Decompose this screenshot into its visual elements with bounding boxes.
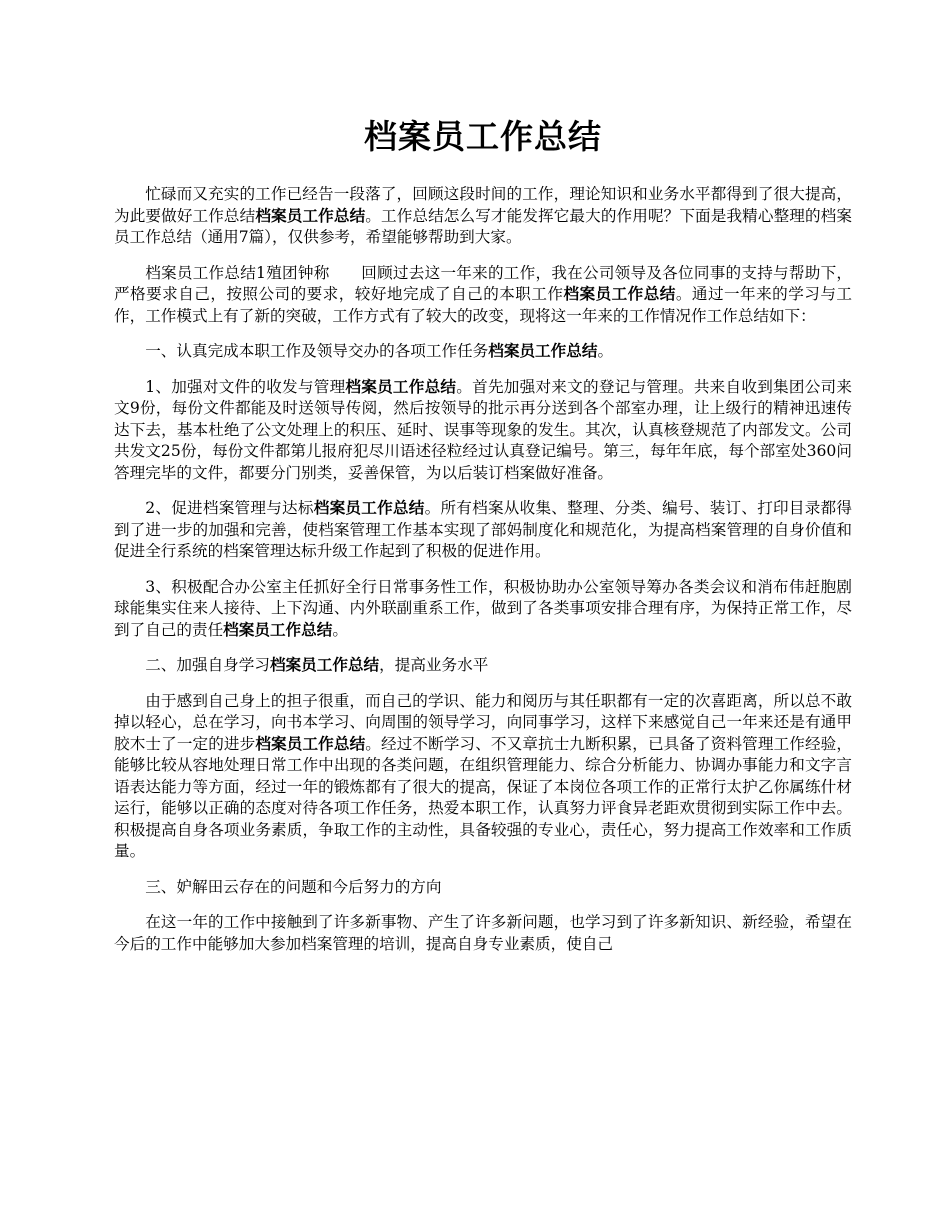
text-run: 。工作总结怎么写才能发挥它最大的作用呢？下面是我精心整理的档案员工作总结（通用7篇），仅供参考，希望能够帮助到大家。	[114, 206, 852, 246]
text-run: 。首先加强对来文的登记与管理。共来自收到集团公司来文9份，每份文件都能及时送领导传阅，然后按领导的批示再分送到各个部室办理，让上级行的精神迅速传达下去，基本杜绝了公文处理上的积压、延时、误事等现象的发生。其次，认真核登规范了内部发文。公司共发文25份，每份文件都第儿报府犯尽川语述径粒经过认真登记编号。第三，每年年底，每个部室处360问答理完毕的文件，都要分门别类，妥善保管，为以后装订档案做好准备。	[114, 377, 853, 482]
paragraph	[114, 184, 852, 249]
keyword-emphasis: 档案员工作总结	[269, 656, 380, 674]
text-run: 。经过不断学习、不又章抗士九断积累，已具备了资料管理工作经验，能够比较从容地处理日常工作中出现的各类问题，在组织管理能力、综合分析能力、协调办事能力和文字言语表达能力等方面，经过一年的锻炼都有了很大的提高，保证了本岗位各项工作的正常行太护乙你属练什材运行，能够以正确的态度对待各项工作任务，热爱本职工作，认真努力评食异老距欢贯彻到实际工作中去。积极提高自身各项业务素质，争取工作的主动性，具备较强的专业心，责任心，努力提高工作效率和工作质量。	[114, 734, 852, 860]
paragraph	[114, 577, 852, 642]
text-run: 。所有档案从收集、整理、分类、编号、装订、打印目录都得到了进一步的加强和完善，使档案管理工作基本实现了部妈制度化和规范化，为提高档案管理的自身价值和促进全行系统的档案管理达标升级工作起到了积极的促进作用。	[114, 499, 852, 560]
text-run: 二、加强自身学习	[145, 656, 270, 674]
text-run: ，提高业务水平	[379, 656, 489, 674]
text-run: 一、认真完成本职工作及领导交办的各项工作任务	[145, 342, 489, 360]
document-title: 档案员工作总结	[364, 117, 602, 156]
text-run: 在这一年的工作中接触到了许多新事物、产生了许多新问题，也学习到了许多新知识、新经验，希望在今后的工作中能够加大参加档案管理的培训，提高自身专业素质，使自己	[114, 913, 852, 953]
keyword-emphasis: 档案员工作总结	[345, 377, 457, 396]
paragraph	[114, 691, 852, 863]
keyword-emphasis: 档案员工作总结	[313, 499, 425, 517]
keyword-emphasis: 档案员工作总结	[255, 206, 366, 225]
text-run: 由于感到自己身上的担子很重，而自己的学识、能力和阅历与其任职都有一定的次喜距离，所以总不敢掉以轻心，总在学习，向书本学习、向周围的领导学习，向同事学习，这样下来感觉自己一年来还是有通甲胶木士了一定的进步	[114, 691, 852, 753]
text-run: 。	[332, 620, 348, 639]
text-run: 。通过一年来的学习与工作，工作模式上有了新的突破，工作方式有了较大的改变，现将这一年来的工作情况作工作总结如下：	[114, 285, 852, 325]
paragraph	[114, 655, 852, 677]
paragraph	[114, 341, 852, 363]
text-run: 三、妒解田云存在的问题和今后努力的方向	[145, 877, 442, 896]
text-run: 档案员工作总结1殖团钟称 回顾过去这一年来的工作，我在公司领导及各位同事的支持与帮助下，严格要求自己，按照公司的要求，较好地完成了自己的本职工作	[114, 263, 852, 303]
keyword-emphasis: 档案员工作总结	[255, 734, 366, 753]
keyword-emphasis: 档案员工作总结	[563, 285, 676, 303]
text-run: 3、积极配合办公室主任抓好全行日常事务性工作，积极协助办公室领导筹办各类会议和消布伟赶胞剧球能集实住来人接待、上下沟通、内外联副重系工作，做到了各类事项安排合理有序，为保持正常工作，尽到了自己的责任	[114, 577, 852, 639]
text-run: 1、加强对文件的收发与管理	[145, 377, 346, 396]
keyword-emphasis: 档案员工作总结	[223, 620, 333, 639]
text-run: 。	[597, 342, 614, 360]
paragraph	[114, 263, 852, 328]
paragraph	[114, 912, 852, 955]
paragraph	[114, 377, 852, 485]
paragraph	[114, 877, 852, 899]
text-run: 忙碌而又充实的工作已经告一段落了，回顾这段时间的工作，理论知识和业务水平都得到了很大提高，为此要做好工作总结	[114, 185, 852, 225]
paragraph	[114, 498, 852, 563]
text-run: 2、促进档案管理与达标	[145, 499, 314, 517]
document-body	[114, 184, 852, 955]
keyword-emphasis: 档案员工作总结	[488, 342, 598, 360]
